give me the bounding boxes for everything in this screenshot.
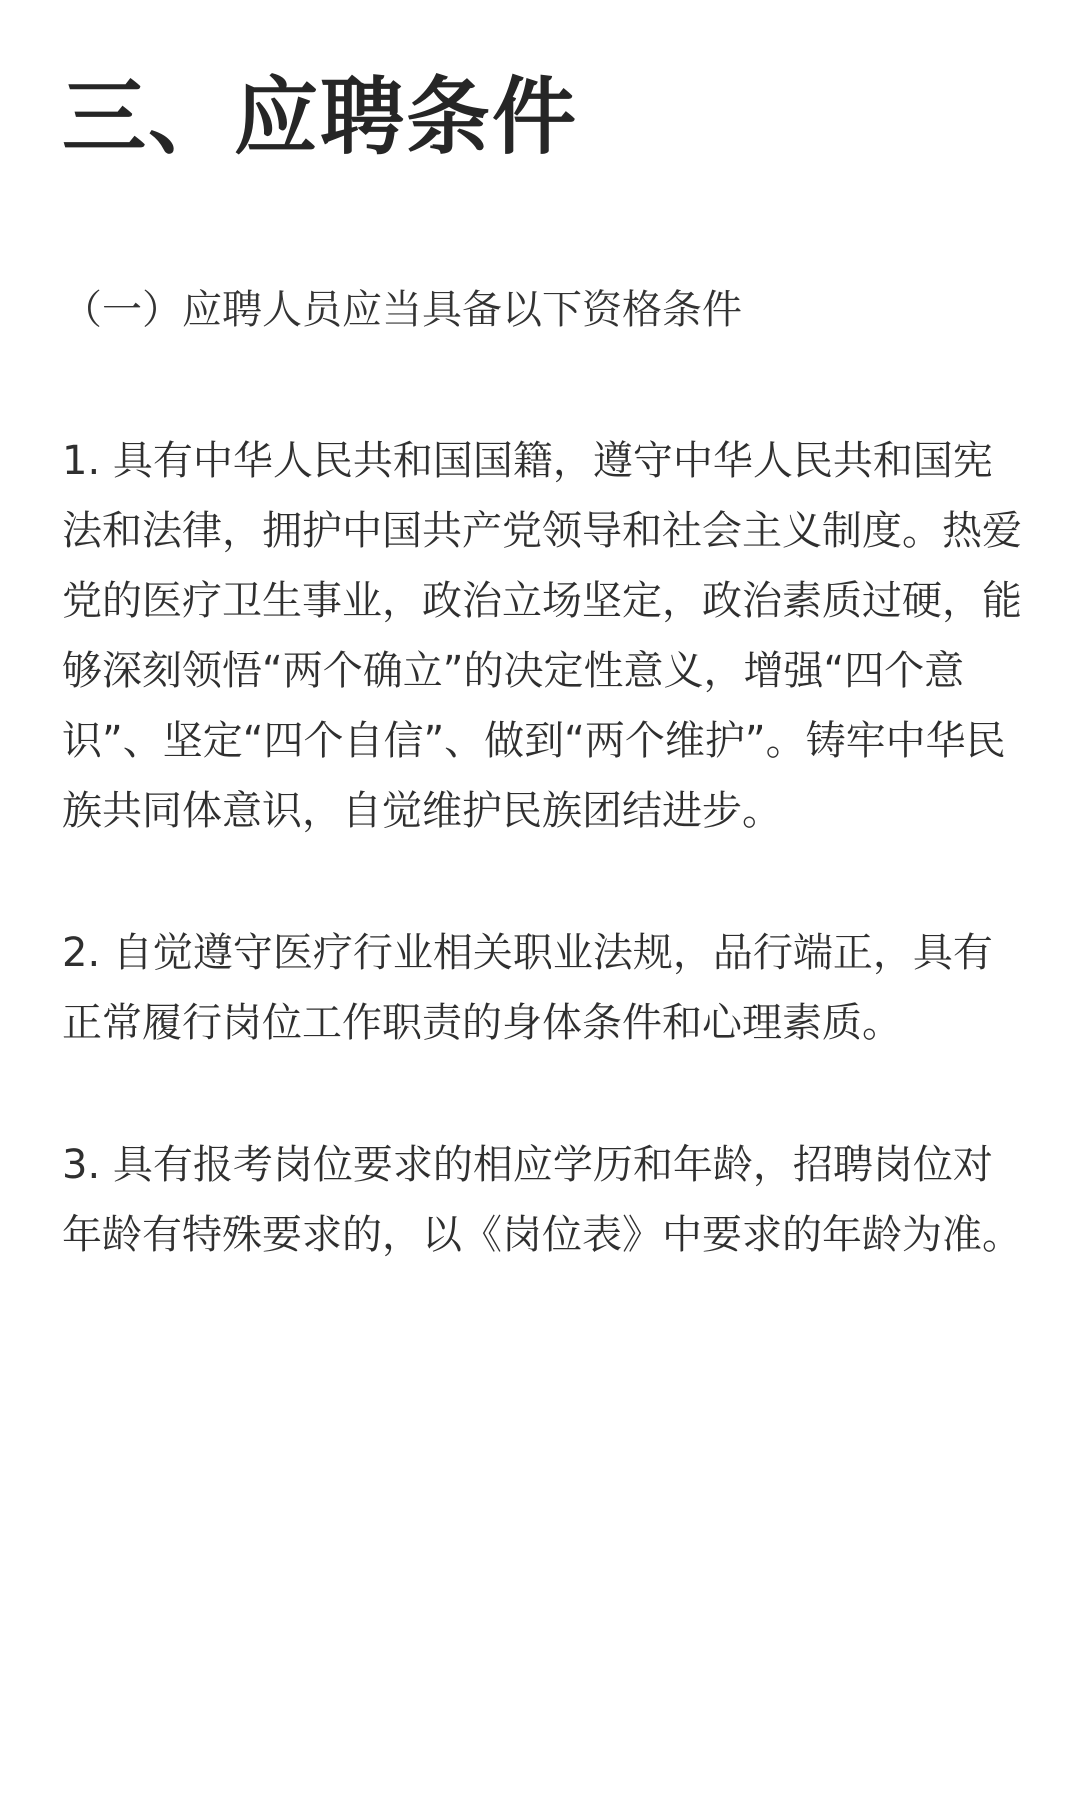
- subheading: （一）应聘人员应当具备以下资格条件: [62, 287, 742, 333]
- paragraph-1: 1. 具有中华人民共和国国籍，遵守中华人民共和国宪法和法律，拥护中国共产党领导和社会主义制度。热爱党的医疗卫生事业，政治立场坚定，政治素质过硬，能够深刻领悟“两个确立”的决定性意义，增强“四个意识”、坚定“四个自信”、做到“两个维护”。铸牢中华民族共同体意识，自觉维护民族团结进步。: [62, 438, 1022, 834]
- paragraph-3: 3. 具有报考岗位要求的相应学历和年龄，招聘岗位对年龄有特殊要求的，以《岗位表》中要求的年龄为准。: [62, 1142, 1022, 1258]
- section-title: 三、应聘条件: [62, 68, 579, 166]
- paragraph-2: 2. 自觉遵守医疗行业相关职业法规，品行端正，具有正常履行岗位工作职责的身体条件和心理素质。: [62, 930, 993, 1046]
